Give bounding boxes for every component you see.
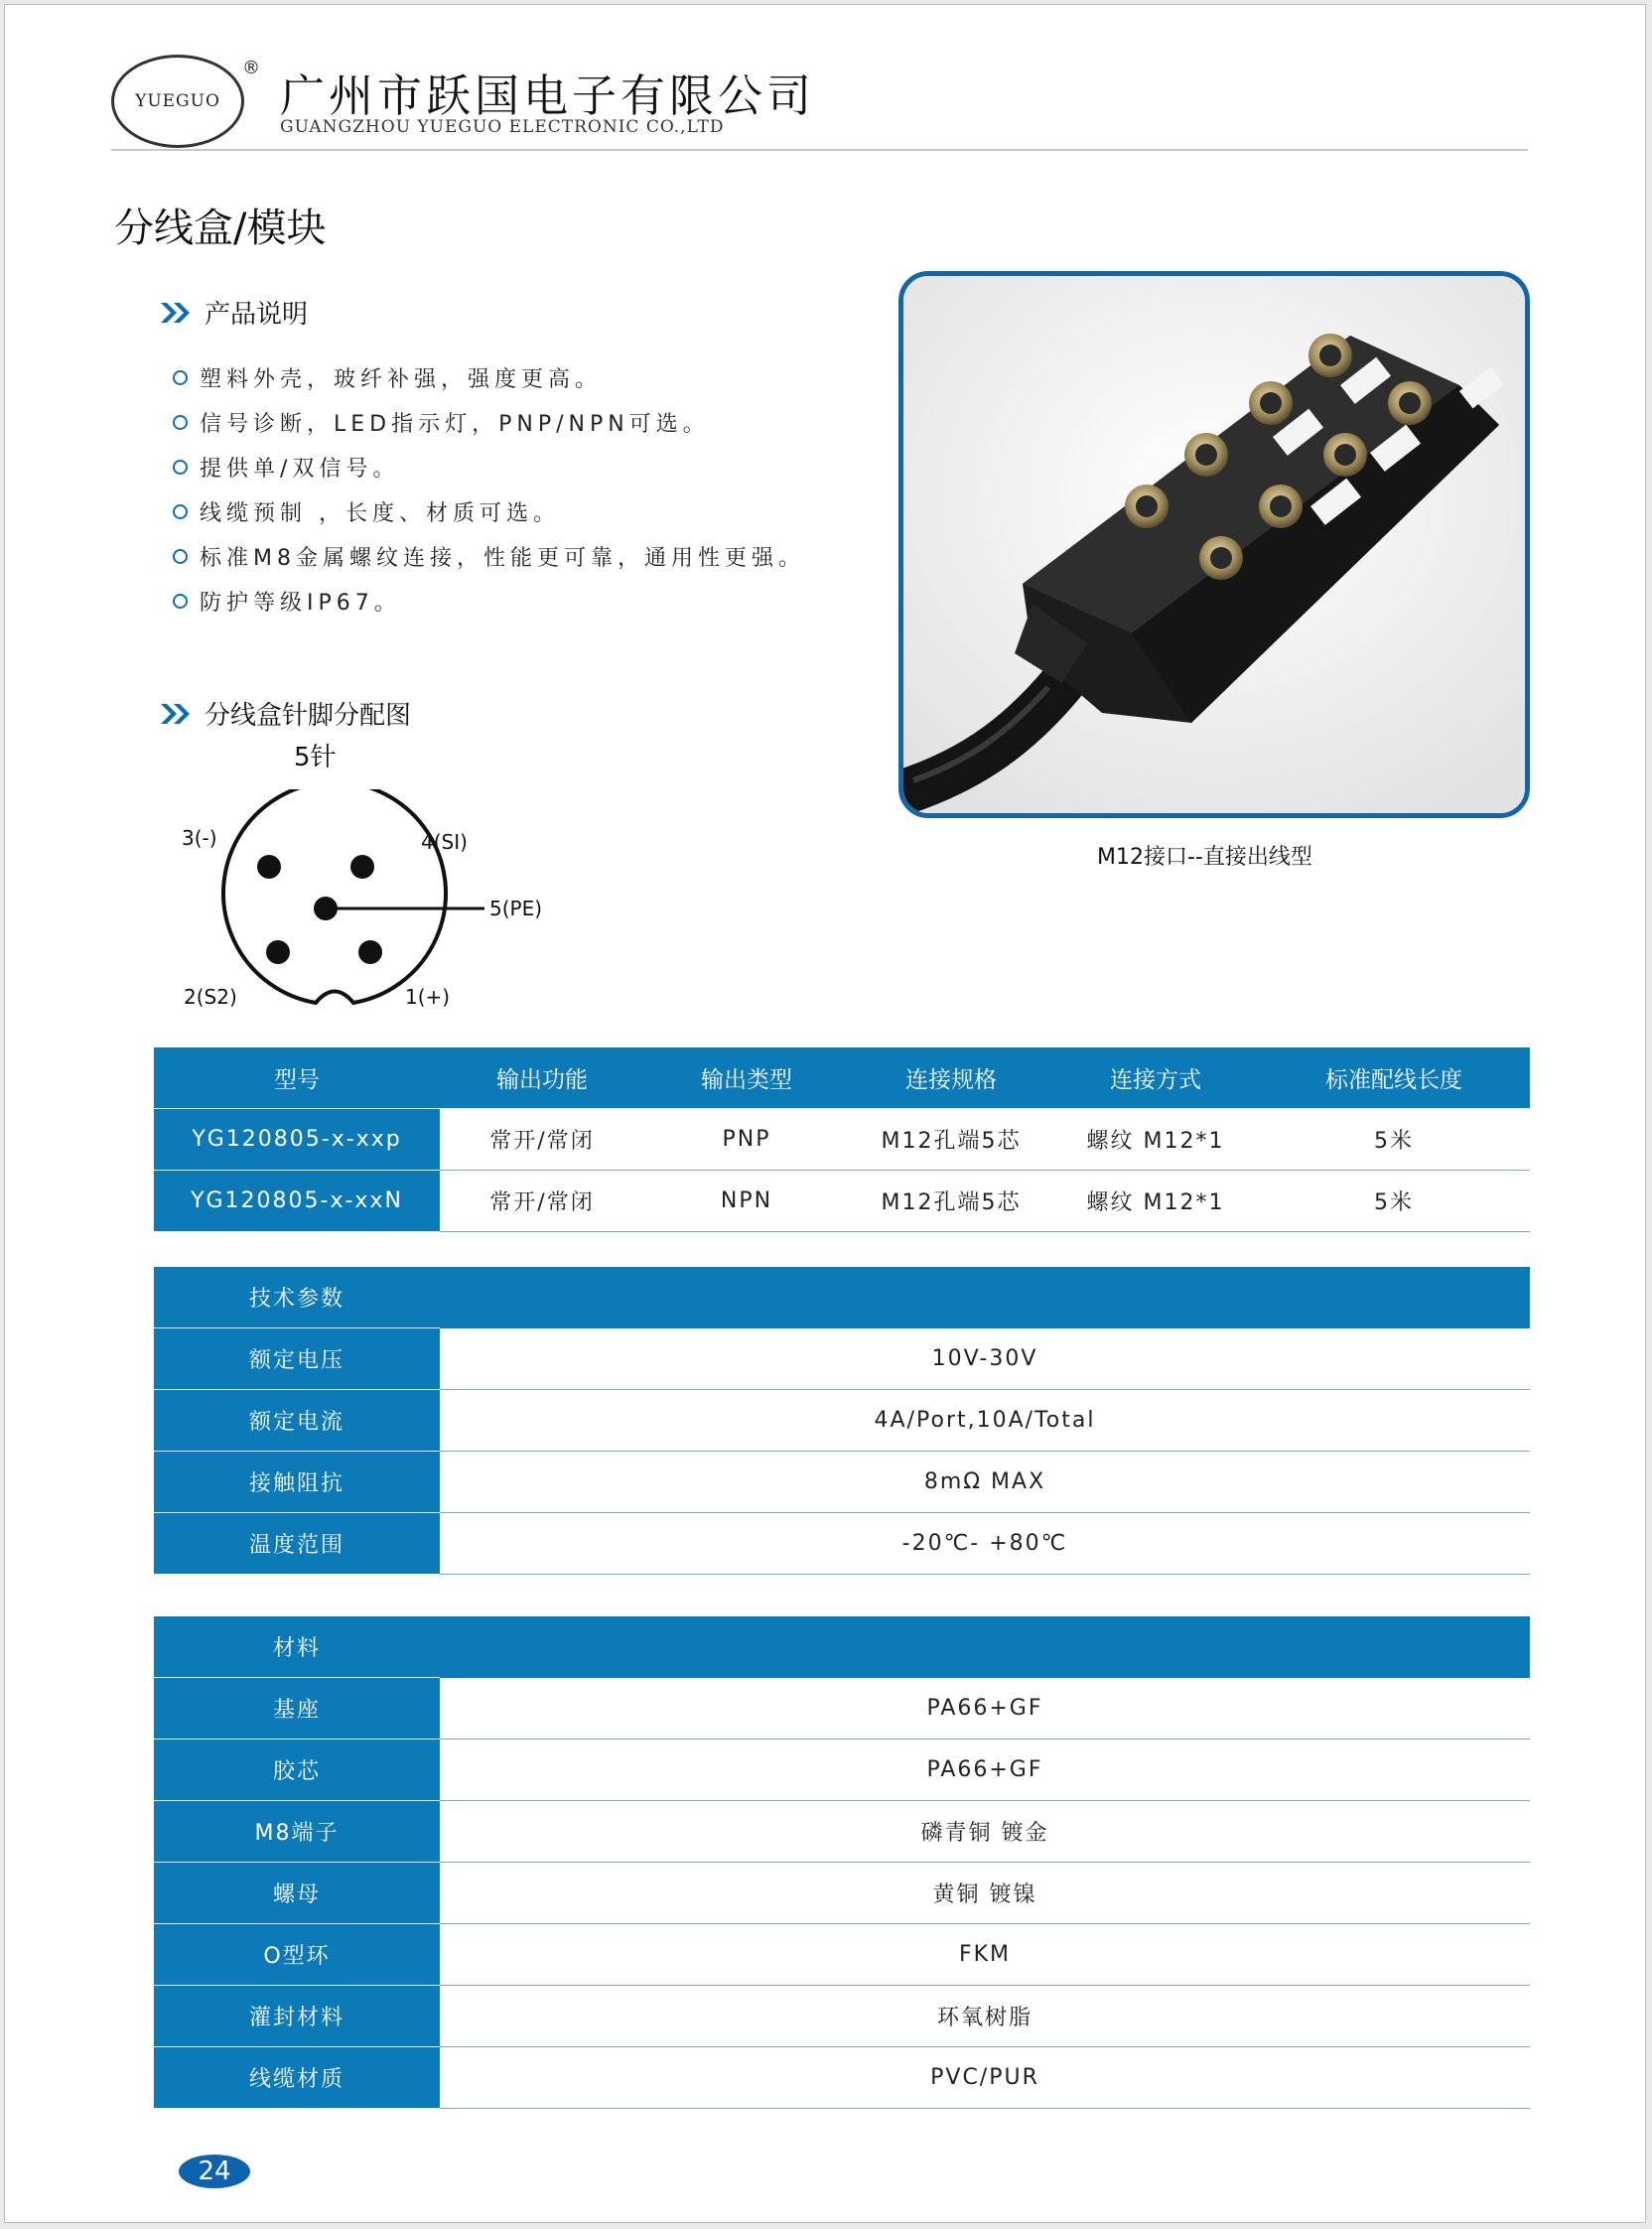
row-value: 10V-30V: [440, 1328, 1530, 1390]
pin-4: [350, 855, 374, 879]
product-desc-list: [173, 355, 805, 624]
column-header: 输出功能: [440, 1047, 644, 1109]
row-value: PA66+GF: [440, 1678, 1530, 1740]
pin-label-3: 3(-): [182, 826, 217, 850]
table-row: [154, 1924, 1530, 1986]
row-label: 温度范围: [154, 1513, 440, 1575]
product-desc-heading: [159, 294, 308, 331]
table-row: [154, 1328, 1530, 1390]
pin-2: [266, 940, 290, 964]
table-row: [154, 1678, 1530, 1740]
row-value: 8mΩ MAX: [440, 1452, 1530, 1513]
registered-mark: ®: [242, 58, 260, 78]
product-desc-item: [173, 534, 805, 579]
header-divider: [111, 149, 1528, 151]
row-value: 磷青铜 镀金: [440, 1801, 1530, 1863]
company-name-cn: 广州市跃国电子有限公司: [280, 70, 816, 122]
model-table-header: [154, 1047, 1530, 1109]
page-number: 24: [179, 2155, 250, 2188]
product-desc-item-text: 线缆预制 ，长度、材质可选。: [200, 501, 560, 526]
model-table: [154, 1047, 1530, 1232]
company-name-en: GUANGZHOU YUEGUO ELECTRONIC CO.,LTD: [280, 117, 725, 137]
material-header: 材料: [154, 1616, 440, 1678]
row-value: -20℃- +80℃: [440, 1513, 1530, 1575]
logo-text: YUEGUO: [135, 91, 220, 111]
table-cell: M12孔端5芯: [849, 1109, 1053, 1171]
table-cell: 5米: [1258, 1171, 1530, 1232]
column-header: 输出类型: [644, 1047, 849, 1109]
product-desc-item-text: 标准M8金属螺纹连接，性能更可靠，通用性更强。: [200, 546, 805, 571]
row-value: PA66+GF: [440, 1740, 1530, 1801]
table-row: [154, 1452, 1530, 1513]
row-label: 额定电压: [154, 1328, 440, 1390]
tech-params-header: 技术参数: [154, 1267, 440, 1328]
pin-diagram: [199, 789, 526, 1018]
model-number-cell: YG120805-x-xxN: [154, 1171, 440, 1232]
table-cell: M12孔端5芯: [849, 1171, 1053, 1232]
table-cell: NPN: [644, 1171, 849, 1232]
pin-label-2: 2(S2): [184, 985, 237, 1009]
pin-label-1: 1(+): [405, 985, 451, 1009]
table-cell: 螺纹 M12*1: [1053, 1171, 1258, 1232]
table-row: [154, 1109, 1530, 1171]
double-chevron-icon: [159, 701, 193, 727]
bullet-circle-icon: [173, 415, 188, 430]
table-row: [154, 1740, 1530, 1801]
row-label: 基座: [154, 1678, 440, 1740]
table-row: [154, 1513, 1530, 1575]
table-row: [154, 1390, 1530, 1452]
row-label: 线缆材质: [154, 2047, 440, 2109]
row-value: 黄铜 镀镍: [440, 1863, 1530, 1924]
product-desc-heading-text: 产品说明: [205, 300, 309, 330]
material-header-row: [154, 1616, 1530, 1678]
pin-label-4: 4(SI): [421, 830, 468, 854]
column-header: 连接方式: [1053, 1047, 1258, 1109]
bullet-circle-icon: [173, 504, 188, 519]
table-cell: 螺纹 M12*1: [1053, 1109, 1258, 1171]
bullet-circle-icon: [173, 460, 188, 475]
photo-caption: M12接口--直接出线型: [1097, 845, 1312, 870]
pin-1: [358, 940, 382, 964]
material-header-fill: [440, 1616, 1530, 1678]
junction-box-illustration: [903, 276, 1525, 813]
product-desc-item-text: 塑料外壳，玻纤补强，强度更高。: [200, 367, 603, 392]
table-row: [154, 1863, 1530, 1924]
table-cell: PNP: [644, 1109, 849, 1171]
row-label: 接触阻抗: [154, 1452, 440, 1513]
column-header: 连接规格: [849, 1047, 1053, 1109]
row-value: FKM: [440, 1924, 1530, 1986]
table-row: [154, 1171, 1530, 1232]
pin-diagram-heading: [159, 695, 411, 732]
product-desc-item: [173, 579, 805, 624]
pin-3: [257, 855, 281, 879]
table-cell: 5米: [1258, 1109, 1530, 1171]
row-value: 4A/Port,10A/Total: [440, 1390, 1530, 1452]
page-title: 分线盒/模块: [114, 206, 327, 251]
tech-params-header-row: [154, 1267, 1530, 1328]
row-value: PVC/PUR: [440, 2047, 1530, 2109]
pin-diagram-heading-text: 分线盒针脚分配图: [205, 701, 412, 731]
tech-params-header-fill: [440, 1267, 1530, 1328]
table-row: [154, 1801, 1530, 1863]
table-cell: 常开/常闭: [440, 1109, 644, 1171]
double-chevron-icon: [159, 300, 193, 326]
table-row: [154, 2047, 1530, 2109]
row-label: M8端子: [154, 1801, 440, 1863]
product-desc-item-text: 提供单/双信号。: [200, 457, 400, 482]
model-number-cell: YG120805-x-xxp: [154, 1109, 440, 1171]
row-label: 灌封材料: [154, 1986, 440, 2047]
tech-params-table: [154, 1267, 1530, 1575]
product-desc-item: [173, 489, 805, 534]
table-cell: 常开/常闭: [440, 1171, 644, 1232]
pin-count-title: 5针: [294, 743, 337, 772]
row-label: 螺母: [154, 1863, 440, 1924]
material-table: [154, 1616, 1530, 2109]
table-row: [154, 1986, 1530, 2047]
pin-label-5: 5(PE): [489, 897, 543, 920]
bullet-circle-icon: [173, 594, 188, 609]
column-header: 标准配线长度: [1258, 1047, 1530, 1109]
product-photo: [898, 271, 1530, 818]
connector-outline: [223, 789, 446, 1003]
row-label: 胶芯: [154, 1740, 440, 1801]
product-desc-item: [173, 445, 805, 489]
company-logo: [111, 55, 244, 148]
row-label: O型环: [154, 1924, 440, 1986]
column-header: 型号: [154, 1047, 440, 1109]
row-value: 环氧树脂: [440, 1986, 1530, 2047]
row-label: 额定电流: [154, 1390, 440, 1452]
product-desc-item-text: 信号诊断，LED指示灯，PNP/NPN可选。: [200, 412, 710, 437]
product-desc-item: [173, 400, 805, 445]
bullet-circle-icon: [173, 370, 188, 385]
bullet-circle-icon: [173, 549, 188, 564]
product-desc-item-text: 防护等级IP67。: [200, 591, 401, 616]
product-desc-item: [173, 355, 805, 400]
